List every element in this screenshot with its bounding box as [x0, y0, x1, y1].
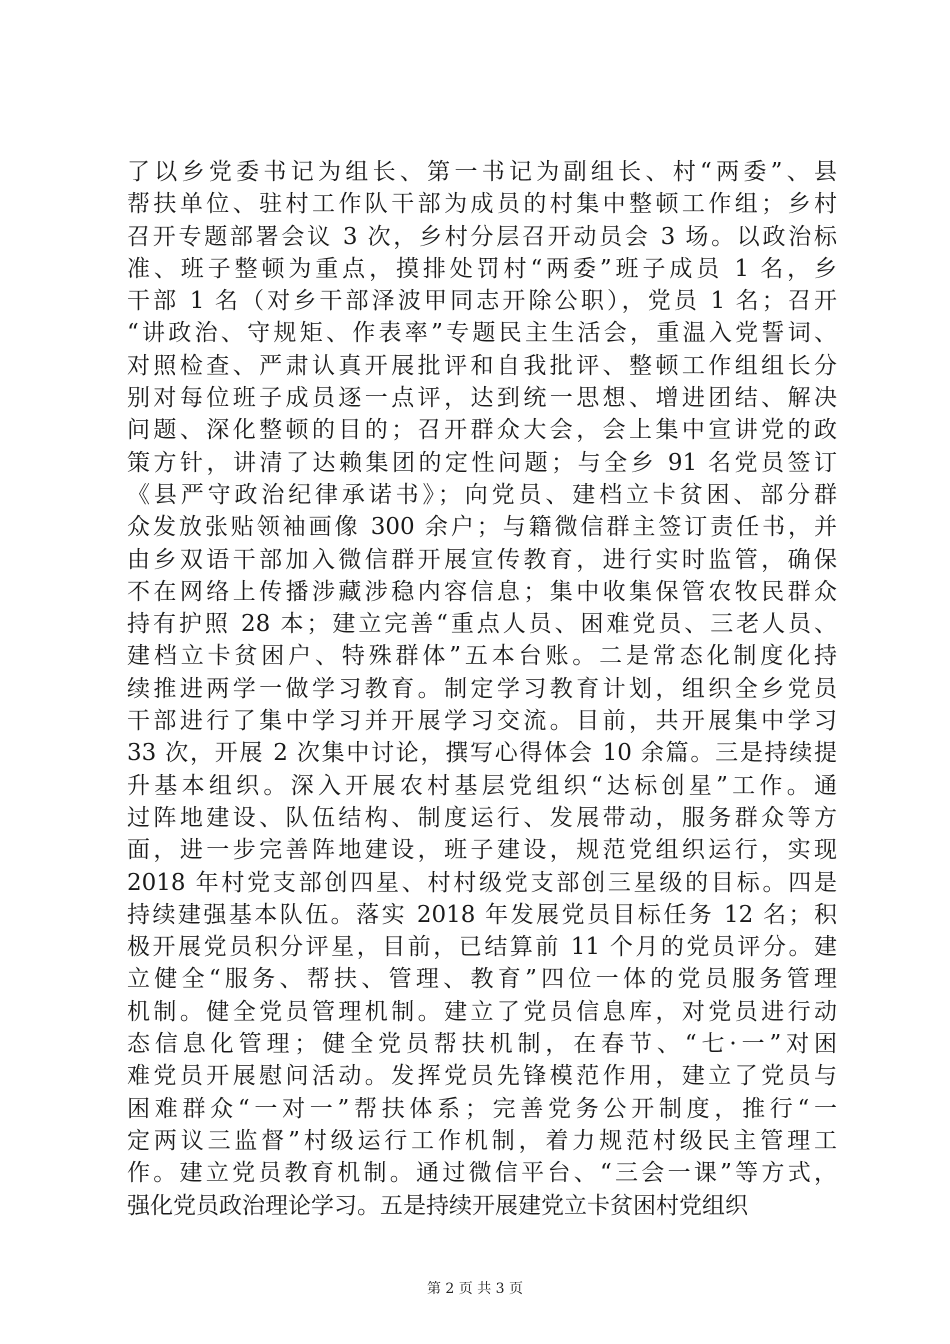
text-line: 极开展党员积分评星，目前，已结算前 11 个月的党员评分。建	[127, 934, 837, 961]
text-line: 作。建立党员教育机制。通过微信平台、“三会一课”等方式，	[127, 1160, 837, 1187]
text-line: 难党员开展慰问活动。发挥党员先锋模范作用，建立了党员与	[127, 1063, 837, 1090]
text-line: 强化党员政治理论学习。五是持续开展建党立卡贫困村党组织	[127, 1192, 748, 1219]
body-text	[127, 156, 837, 1222]
text-line: 众发放张贴领袖画像 300 余户；与籍微信群主签订责任书，并	[127, 514, 837, 541]
text-line: 干部 1 名（对乡干部泽波甲同志开除公职），党员 1 名；召开	[127, 288, 837, 315]
text-line: 持有护照 28 本；建立完善“重点人员、困难党员、三老人员、	[127, 611, 837, 638]
text-line: 面，进一步完善阵地建设，班子建设，规范党组织运行，实现	[127, 837, 837, 864]
text-line: 帮扶单位、驻村工作队干部为成员的村集中整顿工作组；乡村	[127, 191, 837, 218]
text-line: 干部进行了集中学习并开展学习交流。目前，共开展集中学习	[127, 708, 837, 735]
text-line: 问题、深化整顿的目的；召开群众大会，会上集中宣讲党的政	[127, 417, 837, 444]
text-line: 了以乡党委书记为组长、第一书记为副组长、村“两委”、县	[127, 159, 837, 185]
text-line: 困难群众“一对一”帮扶体系；完善党务公开制度，推行“一	[127, 1095, 837, 1122]
text-line: 《县严守政治纪律承诺书》；向党员、建档立卡贫困、部分群	[127, 481, 837, 508]
text-line: 2018 年村党支部创四星、村村级党支部创三星级的目标。四是	[127, 869, 837, 896]
page-footer: 第 2 页 共 3 页	[426, 1281, 524, 1297]
text-line: 由乡双语干部加入微信群开展宣传教育，进行实时监管，确保	[127, 546, 837, 573]
text-line: 建档立卡贫困户、特殊群体”五本台账。二是常态化制度化持	[127, 643, 837, 670]
text-line: 续推进两学一做学习教育。制定学习教育计划，组织全乡党员	[127, 675, 837, 702]
text-line: 不在网络上传播涉藏涉稳内容信息；集中收集保管农牧民群众	[127, 578, 837, 605]
text-line: 机制。健全党员管理机制。建立了党员信息库，对党员进行动	[127, 998, 837, 1025]
text-line: 持续建强基本队伍。落实 2018 年发展党员目标任务 12 名；积	[127, 901, 837, 928]
text-line: 过阵地建设、队伍结构、制度运行、发展带动，服务群众等方	[127, 804, 837, 831]
text-line: 准、班子整顿为重点，摸排处罚村“两委”班子成员 1 名，乡	[127, 255, 837, 282]
text-line: 召开专题部署会议 3 次，乡村分层召开动员会 3 场。以政治标	[127, 223, 837, 250]
text-line: 立健全“服务、帮扶、管理、教育”四位一体的党员服务管理	[127, 966, 837, 993]
text-line: 升基本组织。深入开展农村基层党组织“达标创星”工作。通	[127, 772, 837, 799]
text-line: 对照检查、严肃认真开展批评和自我批评、整顿工作组组长分	[127, 352, 837, 379]
text-line: 定两议三监督”村级运行工作机制，着力规范村级民主管理工	[127, 1127, 837, 1154]
text-line: 别对每位班子成员逐一点评，达到统一思想、增进团结、解决	[127, 385, 837, 412]
text-line: “讲政治、守规矩、作表率”专题民主生活会，重温入党誓词、	[127, 320, 837, 347]
text-line: 策方针，讲清了达赖集团的定性问题；与全乡 91 名党员签订	[127, 449, 837, 476]
text-line: 态信息化管理；健全党员帮扶机制，在春节、“七·一”对困	[127, 1031, 837, 1058]
text-line: 33 次，开展 2 次集中讨论，撰写心得体会 10 余篇。三是持续提	[127, 740, 837, 767]
